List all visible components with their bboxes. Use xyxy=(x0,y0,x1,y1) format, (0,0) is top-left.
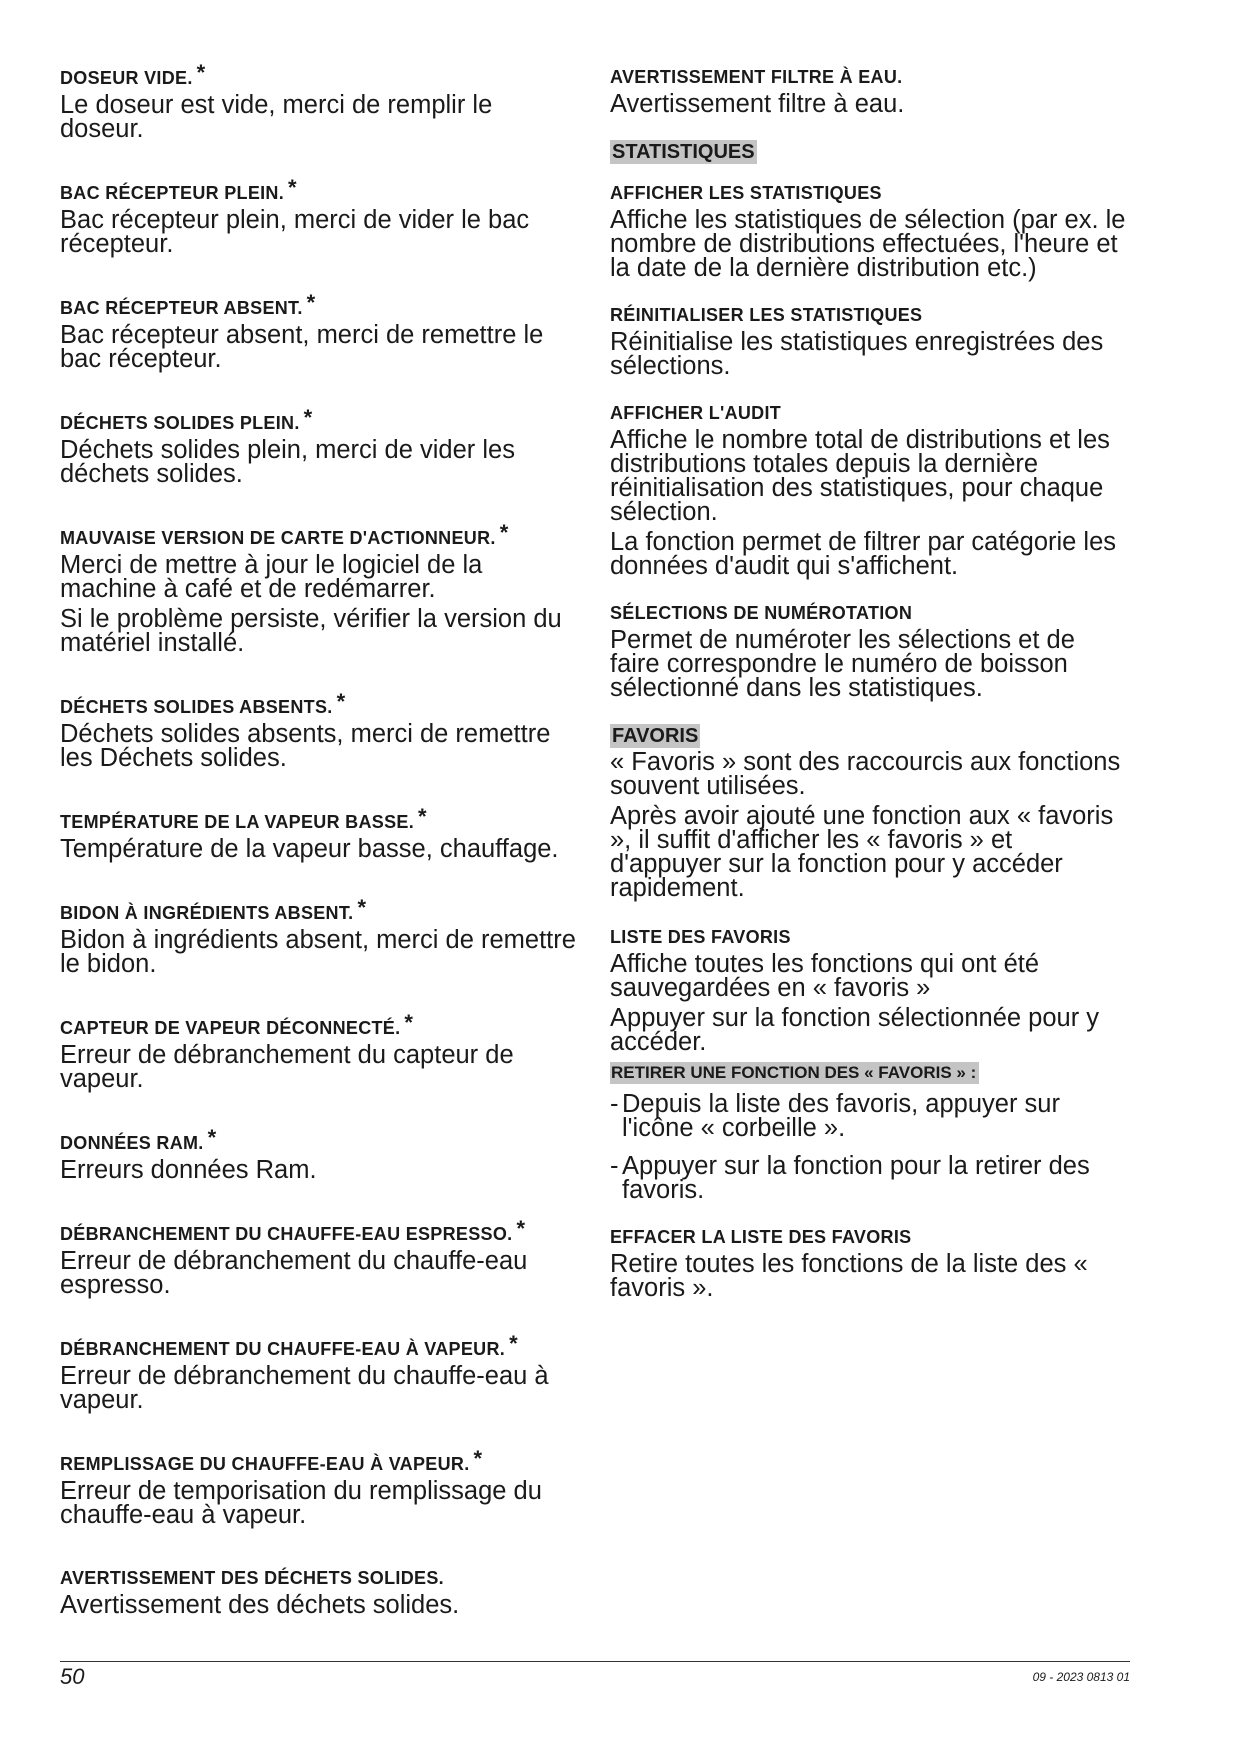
entry-heading xyxy=(60,1010,580,1039)
entry-heading: EFFACER LA LISTE DES FAVORIS xyxy=(610,1227,912,1247)
section-tag-statistiques: STATISTIQUES xyxy=(612,141,755,163)
entry-heading xyxy=(60,1567,580,1589)
entry-text: Erreurs données Ram. xyxy=(60,1156,317,1184)
entry-text: Erreur de temporisation du remplissage du chauffe-eau à vapeur. xyxy=(60,1477,542,1529)
entry-heading: AFFICHER L'AUDIT xyxy=(610,403,782,423)
message-entry xyxy=(60,520,580,657)
asterisk-marker: * xyxy=(516,1216,526,1241)
entry-text: Erreur de débranchement du capteur de vapeur. xyxy=(60,1041,514,1093)
bullet-text: Depuis la liste des favoris, appuyer sur l'icône « corbeille ». xyxy=(622,1090,1060,1142)
stats-entry xyxy=(610,602,1130,700)
message-entry xyxy=(60,1331,580,1414)
entry-heading-text: BAC RÉCEPTEUR ABSENT. xyxy=(60,298,303,318)
dash-marker: - xyxy=(610,1090,619,1118)
message-entry xyxy=(60,1010,580,1093)
entry-heading xyxy=(60,1446,580,1475)
entry-heading: RÉINITIALISER LES STATISTIQUES xyxy=(610,305,923,325)
entry-heading-text: DONNÉES RAM. xyxy=(60,1133,204,1153)
asterisk-marker: * xyxy=(196,60,206,85)
message-entry xyxy=(60,804,580,863)
entry-heading-text: AVERTISSEMENT DES DÉCHETS SOLIDES. xyxy=(60,1568,444,1588)
bullet-item xyxy=(610,1092,1130,1140)
asterisk-marker: * xyxy=(357,895,367,920)
footer-divider xyxy=(60,1661,1130,1662)
message-entry xyxy=(60,1446,580,1529)
stats-entry xyxy=(610,182,1130,280)
entry-heading xyxy=(60,1125,580,1154)
entry-heading-text: DÉCHETS SOLIDES ABSENTS. xyxy=(60,697,333,717)
entry-heading xyxy=(60,895,580,924)
entry-heading xyxy=(60,1331,580,1360)
entry-heading: AFFICHER LES STATISTIQUES xyxy=(610,183,882,203)
entry-text: Affiche les statistiques de sélection (par ex. le nombre de distributions effectuées, l'heure et la date de la dernière distribution etc.) xyxy=(610,206,1126,282)
bullet-item xyxy=(610,1154,1130,1202)
favorites-remove-entry xyxy=(610,1062,1130,1202)
entry-text: La fonction permet de filtrer par catégorie les données d'audit qui s'affichent. xyxy=(610,528,1117,580)
entry-heading-text: DOSEUR VIDE. xyxy=(60,68,193,88)
entry-heading-text: MAUVAISE VERSION DE CARTE D'ACTIONNEUR. xyxy=(60,528,496,548)
message-entry xyxy=(60,1567,580,1617)
entry-text: Affiche le nombre total de distributions et les distributions totales depuis la dernière réinitialisation des statistiques, pour chaque sélection. xyxy=(610,426,1110,526)
entry-heading-text: TEMPÉRATURE DE LA VAPEUR BASSE. xyxy=(60,812,414,832)
asterisk-marker: * xyxy=(336,689,346,714)
message-entry xyxy=(60,405,580,488)
entry-heading-text: REMPLISSAGE DU CHAUFFE-EAU À VAPEUR. xyxy=(60,1454,470,1474)
asterisk-marker: * xyxy=(303,405,313,430)
page-number: 50 xyxy=(60,1664,85,1689)
entry-heading-text: BAC RÉCEPTEUR PLEIN. xyxy=(60,183,285,203)
asterisk-marker: * xyxy=(499,520,509,545)
entry-heading xyxy=(60,175,580,204)
entry-heading xyxy=(60,405,580,434)
asterisk-marker: * xyxy=(306,290,316,315)
message-entry xyxy=(60,290,580,373)
favorites-section xyxy=(610,724,1130,900)
entry-heading xyxy=(60,290,580,319)
entry-heading: SÉLECTIONS DE NUMÉROTATION xyxy=(610,603,913,623)
entry-heading xyxy=(60,1216,580,1245)
asterisk-marker: * xyxy=(288,175,297,200)
message-entry xyxy=(60,1125,580,1184)
entry-heading-text: DÉCHETS SOLIDES PLEIN. xyxy=(60,413,300,433)
section-tag-favoris: FAVORIS xyxy=(612,725,699,747)
favorites-intro: Après avoir ajouté une fonction aux « favoris », il suffit d'afficher les « favoris » et d'appuyer sur la fonction pour y accéder rapidement. xyxy=(610,802,1114,902)
right-column xyxy=(610,66,1130,1324)
entry-text: Température de la vapeur basse, chauffage. xyxy=(60,835,559,863)
asterisk-marker: * xyxy=(418,804,427,829)
bullet-text: Appuyer sur la fonction pour la retirer des favoris. xyxy=(622,1152,1090,1204)
entry-text: Bidon à ingrédients absent, merci de remettre le bidon. xyxy=(60,926,576,978)
favorites-clear-entry xyxy=(610,1226,1130,1300)
entry-heading: LISTE DES FAVORIS xyxy=(610,927,791,947)
entry-text: Merci de mettre à jour le logiciel de la machine à café et de redémarrer. xyxy=(60,551,483,603)
entry-text: Réinitialise les statistiques enregistrées des sélections. xyxy=(610,328,1104,380)
entry-text: Déchets solides absents, merci de remettre les Déchets solides. xyxy=(60,720,551,772)
entry-heading-text: BIDON À INGRÉDIENTS ABSENT. xyxy=(60,903,354,923)
asterisk-marker: * xyxy=(404,1010,414,1035)
entry-text: Avertissement des déchets solides. xyxy=(60,1591,460,1619)
entry-text: Bac récepteur plein, merci de vider le bac récepteur. xyxy=(60,206,530,258)
entry-text: Erreur de débranchement du chauffe-eau à vapeur. xyxy=(60,1362,549,1414)
message-entry xyxy=(60,689,580,772)
entry-heading-text: DÉBRANCHEMENT DU CHAUFFE-EAU À VAPEUR. xyxy=(60,1339,506,1359)
entry-text: Le doseur est vide, merci de remplir le doseur. xyxy=(60,91,493,143)
message-entry xyxy=(60,895,580,978)
message-entry xyxy=(60,175,580,258)
entry-text: Permet de numéroter les sélections et de faire correspondre le numéro de boisson sélectionné dans les statistiques. xyxy=(610,626,1075,702)
left-column xyxy=(60,60,580,1657)
message-entry xyxy=(60,60,580,143)
entry-text: Retire toutes les fonctions de la liste des « favoris ». xyxy=(610,1250,1088,1302)
favorites-list-entry xyxy=(610,926,1130,1054)
entry-text: Appuyer sur la fonction sélectionnée pour y accéder. xyxy=(610,1004,1100,1056)
message-entry xyxy=(60,1216,580,1299)
entry-text: Avertissement filtre à eau. xyxy=(610,90,905,118)
entry-text: Erreur de débranchement du chauffe-eau espresso. xyxy=(60,1247,528,1299)
asterisk-marker: * xyxy=(509,1331,518,1356)
entry-heading: AVERTISSEMENT FILTRE À EAU. xyxy=(610,67,903,87)
stats-entry xyxy=(610,304,1130,378)
entry-heading-text: DÉBRANCHEMENT DU CHAUFFE-EAU ESPRESSO. xyxy=(60,1224,513,1244)
entry-text: Affiche toutes les fonctions qui ont été sauvegardées en « favoris » xyxy=(610,950,1040,1002)
entry-heading-text: CAPTEUR DE VAPEUR DÉCONNECTÉ. xyxy=(60,1018,401,1038)
filter-warning-entry xyxy=(610,66,1130,116)
entry-text: Bac récepteur absent, merci de remettre le bac récepteur. xyxy=(60,321,544,373)
stats-entry xyxy=(610,402,1130,578)
asterisk-marker: * xyxy=(207,1125,217,1150)
document-code: 09 - 2023 0813 01 xyxy=(1032,1670,1130,1684)
subsection-tag-remove: RETIRER UNE FONCTION DES « FAVORIS » : xyxy=(610,1062,979,1084)
stats-section-tag-wrap xyxy=(610,140,1130,164)
entry-heading xyxy=(60,804,580,833)
entry-heading xyxy=(60,689,580,718)
entry-heading xyxy=(60,60,580,89)
entry-text: Déchets solides plein, merci de vider les déchets solides. xyxy=(60,436,515,488)
favorites-intro: « Favoris » sont des raccourcis aux fonctions souvent utilisées. xyxy=(610,748,1121,800)
asterisk-marker: * xyxy=(473,1446,483,1471)
entry-heading xyxy=(60,520,580,549)
dash-marker: - xyxy=(610,1152,619,1180)
entry-text: Si le problème persiste, vérifier la version du matériel installé. xyxy=(60,605,562,657)
